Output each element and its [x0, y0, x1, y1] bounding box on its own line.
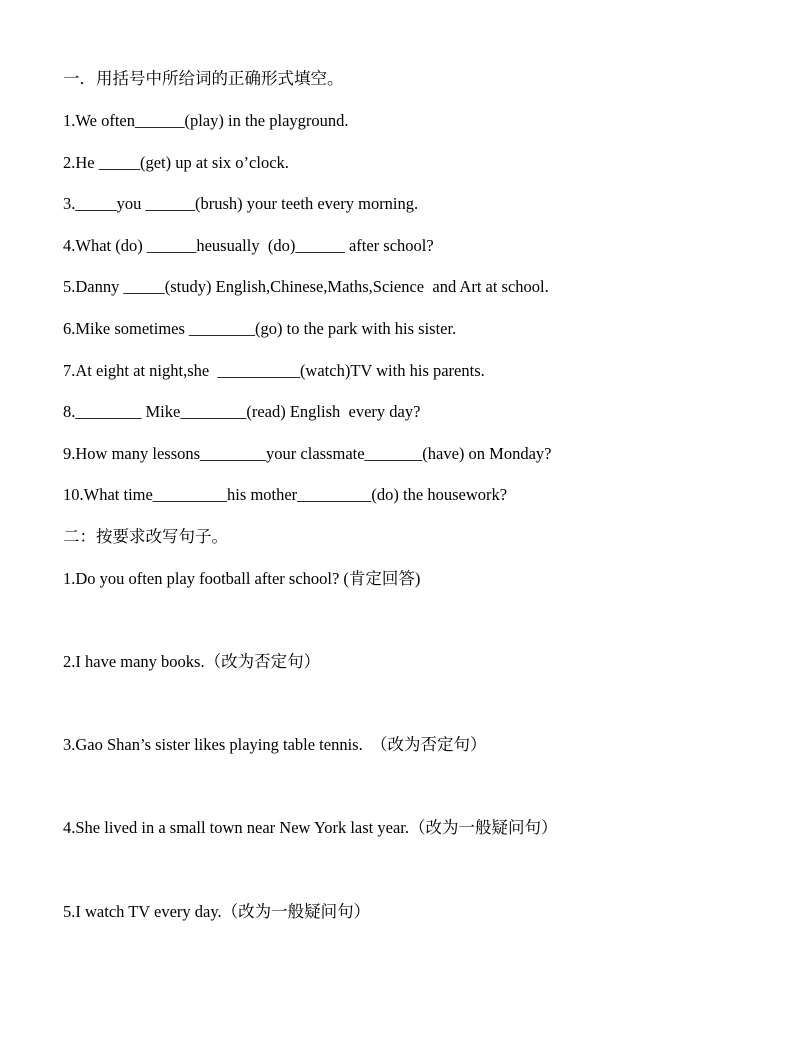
rewrite-question-5: 5.I watch TV every day.（改为一般疑问句）	[63, 902, 371, 921]
fill-blank-question-6: 6.Mike sometimes ________(go) to the park with his sister.	[63, 319, 457, 338]
fill-blank-question-7: 7.At eight at night,she __________(watch)TV with his parents.	[63, 361, 485, 380]
rewrite-question-2: 2.I have many books.（改为否定句）	[63, 652, 321, 671]
section1-heading: 一．用括号中所给词的正确形式填空。	[63, 69, 344, 88]
fill-blank-question-2: 2.He _____(get) up at six o’clock.	[63, 153, 289, 172]
section2-heading: 二：按要求改写句子。	[63, 527, 228, 546]
fill-blank-question-10: 10.What time_________his mother_________(do) the housework?	[63, 485, 508, 504]
rewrite-question-4: 4.She lived in a small town near New York last year.（改为一般疑问句）	[63, 818, 558, 837]
fill-blank-question-8: 8.________ Mike________(read) English every day?	[63, 402, 421, 421]
fill-blank-question-1: 1.We often______(play) in the playground.	[63, 111, 349, 130]
rewrite-question-3: 3.Gao Shan’s sister likes playing table tennis. （改为否定句）	[63, 735, 487, 754]
rewrite-question-1: 1.Do you often play football after school? (肯定回答)	[63, 569, 421, 588]
fill-blank-question-9: 9.How many lessons________your classmate_______(have) on Monday?	[63, 444, 552, 463]
fill-blank-question-4: 4.What (do) ______heusually (do)______ after school?	[63, 236, 434, 255]
fill-blank-question-3: 3._____you ______(brush) your teeth every morning.	[63, 194, 419, 213]
fill-blank-question-5: 5.Danny _____(study) English,Chinese,Maths,Science and Art at school.	[63, 277, 549, 296]
